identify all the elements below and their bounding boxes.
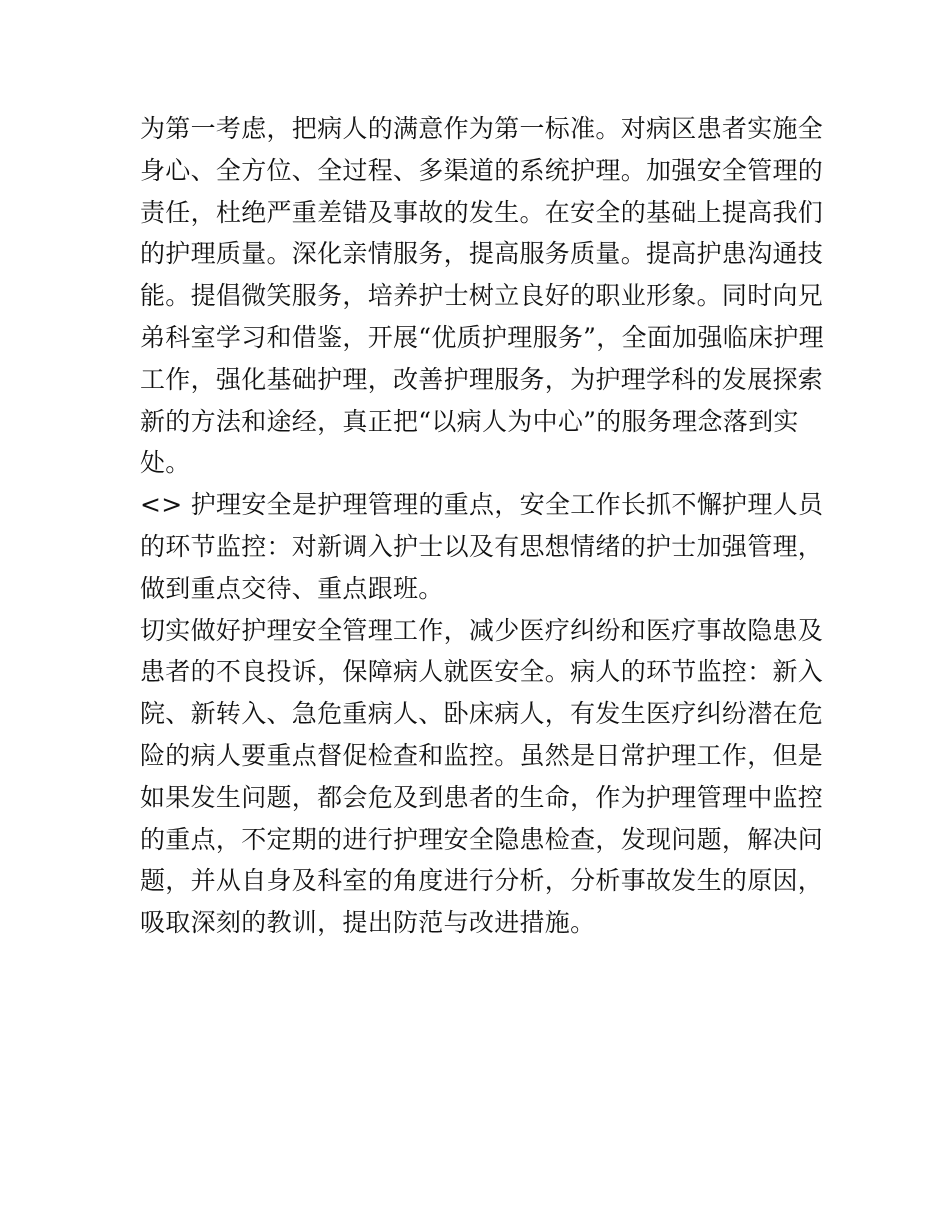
text-line: 的护理质量。深化亲情服务，提高服务质量。提高护患沟通技 xyxy=(140,239,824,269)
text-line: 身心、全方位、全过程、多渠道的系统护理。加强安全管理的 xyxy=(140,155,824,185)
text-line: 吸取深刻的教训，提出防范与改进措施。 xyxy=(140,908,596,938)
text-line: 能。提倡微笑服务，培养护士树立良好的职业形象。同时向兄 xyxy=(140,281,824,311)
text-line: <> 护理安全是护理管理的重点，安全工作长抓不懈护理人员 xyxy=(140,490,824,520)
text-line: 如果发生问题，都会危及到患者的生命，作为护理管理中监控 xyxy=(140,782,824,812)
text-line: 的重点，不定期的进行护理安全隐患检查，发现问题，解决问 xyxy=(140,824,824,854)
text-line: 做到重点交待、重点跟班。 xyxy=(140,573,444,603)
text-line: 弟科室学习和借鉴，开展“优质护理服务”，全面加强临床护理 xyxy=(140,322,824,352)
text-line: 险的病人要重点督促检查和监控。虽然是日常护理工作，但是 xyxy=(140,740,824,770)
text-line: 院、新转入、急危重病人、卧床病人，有发生医疗纠纷潜在危 xyxy=(140,699,824,729)
text-line: 工作，强化基础护理，改善护理服务，为护理学科的发展探索 xyxy=(140,364,824,394)
text-line: 新的方法和途经，真正把“以病人为中心”的服务理念落到实 xyxy=(140,406,799,436)
text-line: 责任，杜绝严重差错及事故的发生。在安全的基础上提高我们 xyxy=(140,197,824,227)
text-line: 处。 xyxy=(140,448,191,478)
text-line: 的环节监控：对新调入护士以及有思想情绪的护士加强管理， xyxy=(140,531,824,561)
text-line: 患者的不良投诉，保障病人就医安全。病人的环节监控：新入 xyxy=(140,657,824,687)
text-line: 切实做好护理安全管理工作，减少医疗纠纷和医疗事故隐患及 xyxy=(140,615,824,645)
text-line: 为第一考虑，把病人的满意作为第一标准。对病区患者实施全 xyxy=(140,114,824,143)
text-line: 题，并从自身及科室的角度进行分析，分析事故发生的原因， xyxy=(140,866,824,896)
body-text xyxy=(140,108,824,944)
